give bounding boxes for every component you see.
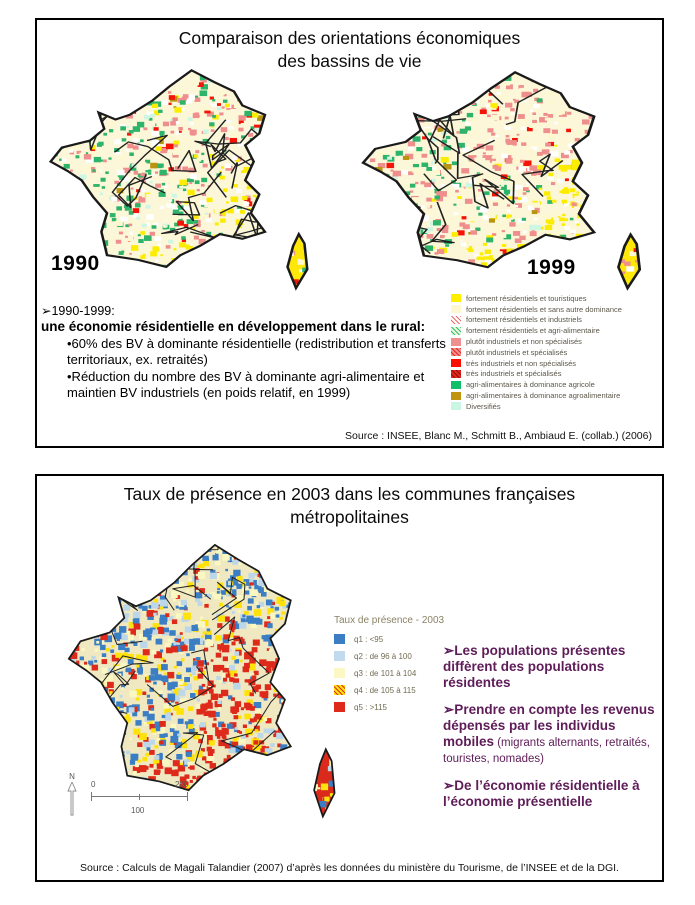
legend-item-label: fortement résidentiels et sans autre dominance [466,304,622,314]
north-arrow [65,772,79,821]
legend-color-chip [451,370,461,378]
legend-color-chip [451,316,461,324]
legend-color-chip [451,305,461,313]
scale-tick-mark [187,792,188,801]
bullet-item [443,643,669,691]
legend-color-chip [451,359,461,367]
note-bullet: •Réduction du nombre des BV à dominante agri-alimentaire et maintien BV industriels (en poids relatif, en 1999) [67,368,425,400]
panel1-title-line2: des bassins de vie [277,50,422,71]
panel2-title [37,483,662,529]
legend-item-label: q5 : >115 [354,702,387,712]
panel1-bullets [41,336,451,401]
legend-color-chip [334,634,345,644]
legend-color-chip [334,651,345,661]
bullet-main: ➢De l’économie résidentielle à l’économie présentielle [443,777,640,809]
note-bullet: •60% des BV à dominante résidentielle (redistribution et transferts territoriaux, ex. retraités) [67,336,446,368]
legend-color-chip [451,381,461,389]
panel1-notes [41,303,451,401]
legend-color-chip [451,392,461,400]
bullet-item [443,702,669,767]
legend-item-label: Diversifiés [466,401,501,411]
panel2-title-line2: métropolitaines [290,506,409,527]
north-arrow-icon [66,782,78,816]
panel1-legend-items [451,293,622,412]
map-year-label-1999: 1999 [527,256,576,279]
legend-item [451,358,622,369]
legend-item [451,401,622,412]
panel2-source: Source : Calculs de Magali Talandier (2007) d’après les données du ministère du Tourisme, de l’INSEE et de la DGI. [80,862,619,874]
note-headline: une économie résidentielle en développement dans le rural: [41,319,426,334]
legend-item-label: fortement résidentiels et touristiques [466,293,587,303]
legend-item-label: agri-alimentaires à dominance agricole [466,380,595,390]
panel1-title-line1: Comparaison des orientations économiques [178,28,521,48]
north-label: N [69,772,75,781]
bullet-item [443,778,669,810]
panel1-legend [451,293,622,412]
legend-item-label: très industriels et non spécialisés [466,358,577,368]
legend-color-chip [334,685,345,695]
map-france-1999 [357,70,661,302]
scale-bar [89,780,199,818]
map-1999-svg [357,70,661,302]
legend-item-label: plutôt industriels et spécialisés [466,347,568,357]
bullet-main: ➢Prendre en compte les revenus dépensés par les individus mobiles [443,701,655,749]
legend-item [451,293,622,304]
panel-comparaison-orientations [35,18,664,448]
legend-item-label: q3 : de 101 à 104 [354,668,417,678]
legend-color-chip [451,348,461,356]
legend-item-label: q4 : de 105 à 115 [354,685,416,695]
bullet-sub: (migrants alternants, retraités, touristes, nomades) [443,736,650,766]
legend-item [451,304,622,315]
panel-taux-presence [35,474,664,882]
legend-item [451,347,622,358]
legend-item [451,369,622,380]
legend-color-chip [334,668,345,678]
panel1-title [37,27,662,73]
scale-tick-100: 100 [131,806,145,815]
legend-item [451,390,622,401]
legend-color-chip [451,294,461,302]
panel2-legend-title: Taux de présence - 2003 [334,615,445,626]
panel1-source: Source : INSEE, Blanc M., Schmitt B., Ambiaud E. (collab.) (2006) [345,430,652,442]
scale-tick-mark [139,794,140,800]
legend-item-label: q2 : de 96 à 100 [354,651,412,661]
bullet-main: ➢Les populations présentes diffèrent des populations résidentes [443,643,626,690]
legend-color-chip [451,338,461,346]
legend-item-label: fortement résidentiels et agri-alimentaire [466,326,600,336]
scale-tick-0: 0 [91,780,96,789]
legend-item [451,336,622,347]
map-year-label-1990: 1990 [51,252,100,275]
legend-item [451,379,622,390]
legend-item-label: q1 : <95 [354,634,384,644]
legend-item-label: plutôt industriels et non spécialisés [466,337,582,347]
legend-item-label: agri-alimentaires à dominance agroalimentaire [466,391,621,401]
scale-tick-200: 200 [175,780,189,789]
legend-item-label: fortement résidentiels et industriels [466,315,582,325]
panel2-title-line1: Taux de présence en 2003 dans les communes françaises [123,484,576,504]
legend-item [451,325,622,336]
legend-item-label: très industriels et spécialisés [466,369,562,379]
legend-color-chip [451,327,461,335]
legend-color-chip [334,702,345,712]
legend-item [451,315,622,326]
scale-tick-mark [91,792,92,801]
panel2-bullets [443,643,669,821]
legend-color-chip [451,402,461,410]
note-period: ➢1990-1999: [41,304,115,318]
